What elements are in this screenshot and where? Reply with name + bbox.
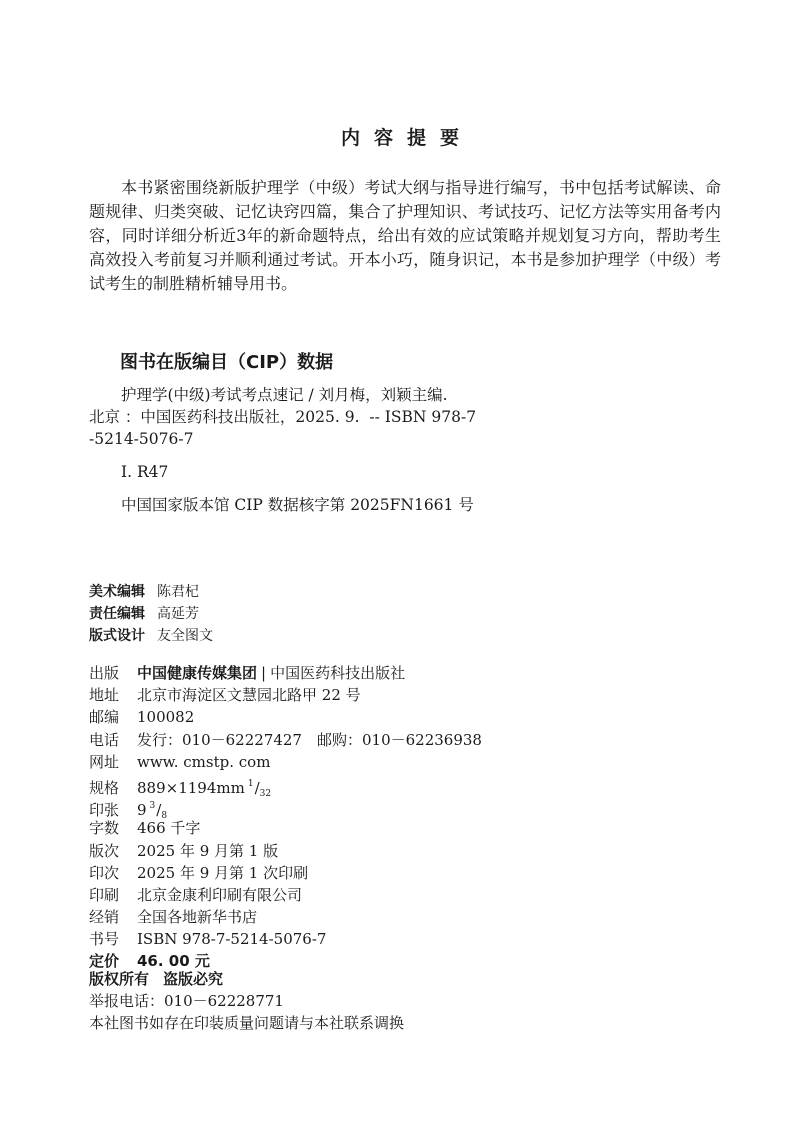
pub-row-postcode bbox=[89, 706, 482, 728]
summary-body: 本书紧密围绕新版护理学（中级）考试大纲与指导进行编写，书中包括考试解读、命题规律、归类突破、记忆诀窍四篇，集合了护理知识、考试技巧、记忆方法等实用备考内容，同时详细分析近3年的新命题特点，给出有效的应试策略并规划复习方向，帮助考生高效投入考前复习并顺利通过考试。开本小巧，随身识记，本书是参加护理学（中级）考试考生的制胜精析辅导用书。 bbox=[89, 178, 721, 293]
pub-value: www. cmstp. com bbox=[137, 752, 271, 771]
piracy-warning: 盗版必究 bbox=[163, 970, 224, 988]
credit-label: 责任编辑 bbox=[89, 606, 145, 622]
publication-info bbox=[89, 662, 482, 973]
pub-label: 经销 bbox=[89, 908, 120, 927]
pub-row-printing bbox=[89, 862, 482, 884]
pub-label: 印次 bbox=[89, 863, 120, 882]
pub-label: 出版 bbox=[89, 664, 120, 682]
pub-value: 北京金康利印刷有限公司 bbox=[137, 885, 303, 904]
pub-value: 全国各地新华书店 bbox=[137, 908, 258, 927]
pub-value: 100082 bbox=[137, 708, 195, 727]
pub-label: 电话 bbox=[89, 730, 120, 749]
cip-isbn-line: -5214-5076-7 bbox=[89, 430, 194, 448]
pub-row-phone bbox=[89, 729, 482, 751]
pub-row-isbn bbox=[89, 928, 482, 950]
copyright-notice bbox=[89, 968, 404, 990]
pub-label: 邮编 bbox=[89, 708, 120, 727]
pub-row-printer bbox=[89, 884, 482, 906]
sheets-numerator: 3 bbox=[149, 801, 156, 812]
report-phone: 举报电话：010－62228771 bbox=[89, 992, 284, 1010]
pub-row-sheets bbox=[89, 795, 482, 822]
pub-value: 2025 年 9 月第 1 版 bbox=[137, 841, 279, 860]
pub-row-distributor bbox=[89, 906, 482, 928]
cip-heading: 图书在版编目（CIP）数据 bbox=[120, 352, 334, 373]
format-denominator: 32 bbox=[259, 788, 272, 799]
pub-label: 印刷 bbox=[89, 885, 120, 904]
pub-row-address bbox=[89, 684, 482, 706]
pub-label: 版次 bbox=[89, 841, 120, 860]
cip-title-line: 护理学(中级)考试考点速记 / 刘月梅，刘颖主编. bbox=[121, 386, 448, 404]
fraction-slash: / bbox=[156, 801, 162, 820]
pub-label: 规格 bbox=[89, 778, 120, 797]
credit-responsible-editor bbox=[89, 602, 213, 624]
credit-value: 高延芳 bbox=[157, 606, 199, 622]
pub-label: 网址 bbox=[89, 752, 120, 771]
rights-reserved: 版权所有 bbox=[89, 970, 150, 988]
sheets-denominator: 8 bbox=[161, 811, 168, 822]
publisher-group: 中国健康传媒集团 bbox=[137, 664, 258, 682]
pub-value: 2025 年 9 月第 1 次印刷 bbox=[137, 863, 309, 882]
pub-row-edition bbox=[89, 840, 482, 862]
pub-label: 定价 bbox=[89, 952, 120, 971]
credit-value: 陈君杞 bbox=[157, 584, 199, 600]
credit-art-editor bbox=[89, 580, 213, 602]
sheets-integer: 9 bbox=[137, 801, 147, 820]
fraction-slash: / bbox=[254, 778, 260, 797]
cip-classification-line: Ⅰ. R47 bbox=[121, 463, 169, 481]
credit-value: 友全图文 bbox=[157, 628, 213, 644]
pub-label: 字数 bbox=[89, 819, 120, 838]
pub-label: 印张 bbox=[89, 801, 120, 820]
publisher-name: 中国医药科技出版社 bbox=[270, 664, 406, 682]
format-main: 889×1194mm bbox=[137, 778, 245, 797]
pub-value: ISBN 978-7-5214-5076-7 bbox=[137, 930, 327, 949]
cip-publisher-line: 北京 ：中国医药科技出版社，2025. 9. -- ISBN 978-7 bbox=[89, 408, 477, 426]
footer-block bbox=[89, 968, 404, 1034]
format-numerator: 1 bbox=[247, 778, 254, 789]
pub-label: 地址 bbox=[89, 686, 120, 705]
price-value: 46. 00 元 bbox=[137, 952, 210, 971]
summary-title: 内容提要 bbox=[340, 127, 473, 149]
pub-row-words bbox=[89, 817, 482, 839]
pub-value: 466 千字 bbox=[137, 819, 201, 838]
pub-label: 书号 bbox=[89, 930, 120, 949]
credit-label: 版式设计 bbox=[89, 628, 145, 644]
credit-label: 美术编辑 bbox=[89, 584, 145, 600]
cip-record-line: 中国国家版本馆 CIP 数据核字第 2025FN1661 号 bbox=[121, 496, 474, 514]
quality-notice: 本社图书如存在印装质量问题请与本社联系调换 bbox=[89, 1014, 405, 1032]
pub-row-publisher bbox=[89, 662, 482, 684]
pub-value: 北京市海淀区文慧园北路甲 22 号 bbox=[137, 686, 361, 705]
credit-layout-design bbox=[89, 624, 213, 646]
pub-row-website bbox=[89, 751, 482, 773]
publisher-separator: | bbox=[261, 664, 267, 682]
pub-value: 发行：010－62227427 邮购：010－62236938 bbox=[137, 730, 482, 749]
credits-block bbox=[89, 580, 213, 646]
pub-row-format bbox=[89, 773, 482, 799]
